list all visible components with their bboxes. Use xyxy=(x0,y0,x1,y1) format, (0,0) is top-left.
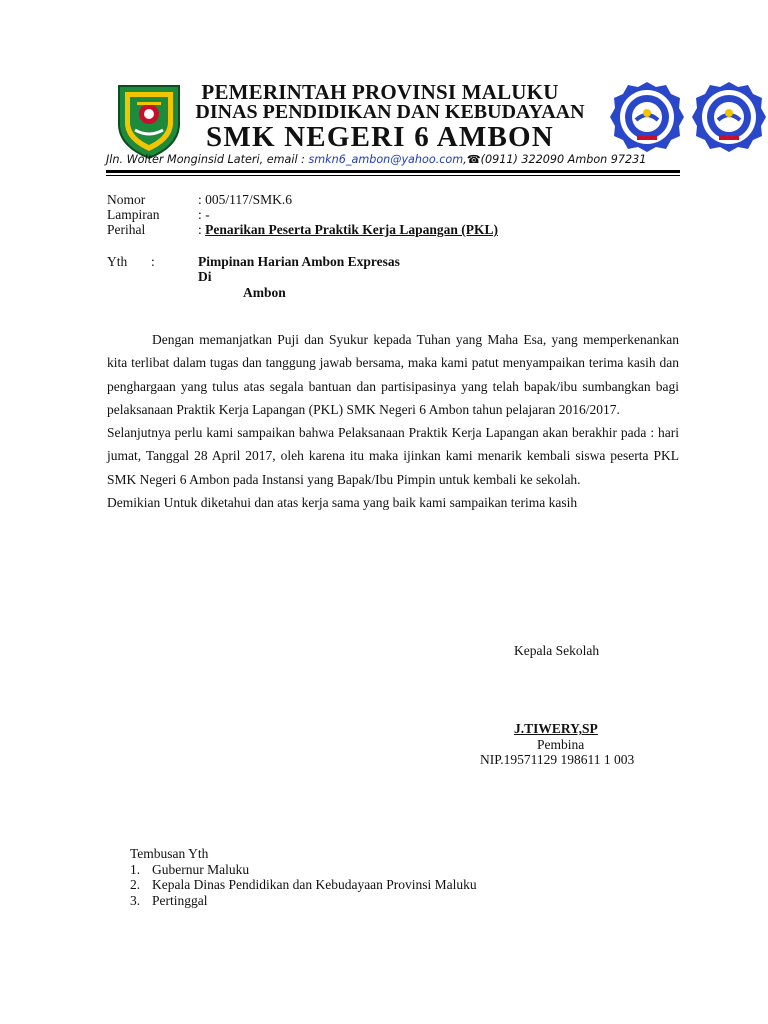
signature-nip: NIP.19571129 198611 1 003 xyxy=(480,752,635,767)
signature-position: Kepala Sekolah xyxy=(514,643,600,658)
signature-rank: Pembina xyxy=(537,737,585,752)
perihal-value: Penarikan Peserta Praktik Kerja Lapangan (PKL) xyxy=(205,222,498,237)
recipient-city: Ambon xyxy=(243,285,286,300)
list-item xyxy=(130,862,477,878)
perihal-label: Perihal xyxy=(107,222,146,237)
address-prefix: Jln. Wolter Monginsid Lateri, email : xyxy=(106,153,309,166)
recipient-name: Pimpinan Harian Ambon Expresas xyxy=(198,254,400,269)
lampiran-label: Lampiran xyxy=(107,207,160,222)
list-item-number: 1. xyxy=(130,861,141,877)
yth-label: Yth xyxy=(107,254,128,269)
nomor-value: : 005/117/SMK.6 xyxy=(198,192,293,207)
nomor-label: Nomor xyxy=(107,192,146,207)
header-department: DINAS PENDIDIKAN DAN KEBUDAYAAN xyxy=(195,101,585,123)
perihal-colon: : xyxy=(198,222,206,237)
header-school-name: SMK NEGERI 6 AMBON xyxy=(206,121,554,153)
email-link[interactable]: smkn6_ambon@yahoo.com xyxy=(308,153,464,166)
list-item-text: Gubernur Maluku xyxy=(152,861,250,877)
address-suffix: ,☎(0911) 322090 Ambon 97231 xyxy=(463,153,647,166)
perihal-field xyxy=(198,222,498,237)
list-item xyxy=(130,877,477,893)
list-item xyxy=(130,893,477,909)
body-paragraph-1: Dengan memanjatkan Puji dan Syukur kepada Tuhan yang Maha Esa, yang memperkenankan kita terlibat dalam tugas dan tanggung jawab bersama, maka kami patut menyampaikan terima kasih dan penghargaan yang tulus atas segala bantuan dan partisipasinya yang telah bapak/ibu sumbangkan bagi pelaksanaan Praktik Kerja Lapangan (PKL) SMK Negeri 6 Ambon tahun pelajaran 2016/2017. xyxy=(107,332,679,417)
list-item-text: Kepala Dinas Pendidikan dan Kebudayaan Provinsi Maluku xyxy=(152,877,477,892)
list-item-number: 2. xyxy=(130,877,141,892)
tembusan-title: Tembusan Yth xyxy=(130,846,209,861)
header-rule-thin xyxy=(106,175,680,176)
header-government: PEMERINTAH PROVINSI MALUKU xyxy=(201,80,559,104)
header-rule-thick xyxy=(106,170,680,173)
school-emblem-icon xyxy=(692,80,766,154)
body-paragraph-2: Selanjutnya perlu kami sampaikan bahwa Pelaksanaan Praktik Kerja Lapangan akan berakhir pada : hari jumat, Tanggal 28 April 2017, oleh karena itu maka ijinkan kami menarik kembali siswa peserta PKL SMK Negeri 6 Ambon pada Instansi yang Bapak/Ibu Pimpin untuk kembali ke sekolah. xyxy=(107,425,679,487)
tembusan-list xyxy=(130,862,477,909)
list-item-text: Pertinggal xyxy=(152,892,208,908)
recipient-di: Di xyxy=(198,269,212,284)
list-item-number: 3. xyxy=(130,892,141,908)
letter-body xyxy=(107,328,679,514)
body-paragraph-3: Demikian Untuk diketahui dan atas kerja sama yang baik kami sampaikan terima kasih xyxy=(107,495,578,511)
yth-colon: : xyxy=(151,254,155,269)
signature-name: J.TIWERY,SP xyxy=(514,721,598,736)
lampiran-value: : - xyxy=(198,207,210,222)
tembusan xyxy=(130,846,477,908)
header-address xyxy=(106,153,686,166)
